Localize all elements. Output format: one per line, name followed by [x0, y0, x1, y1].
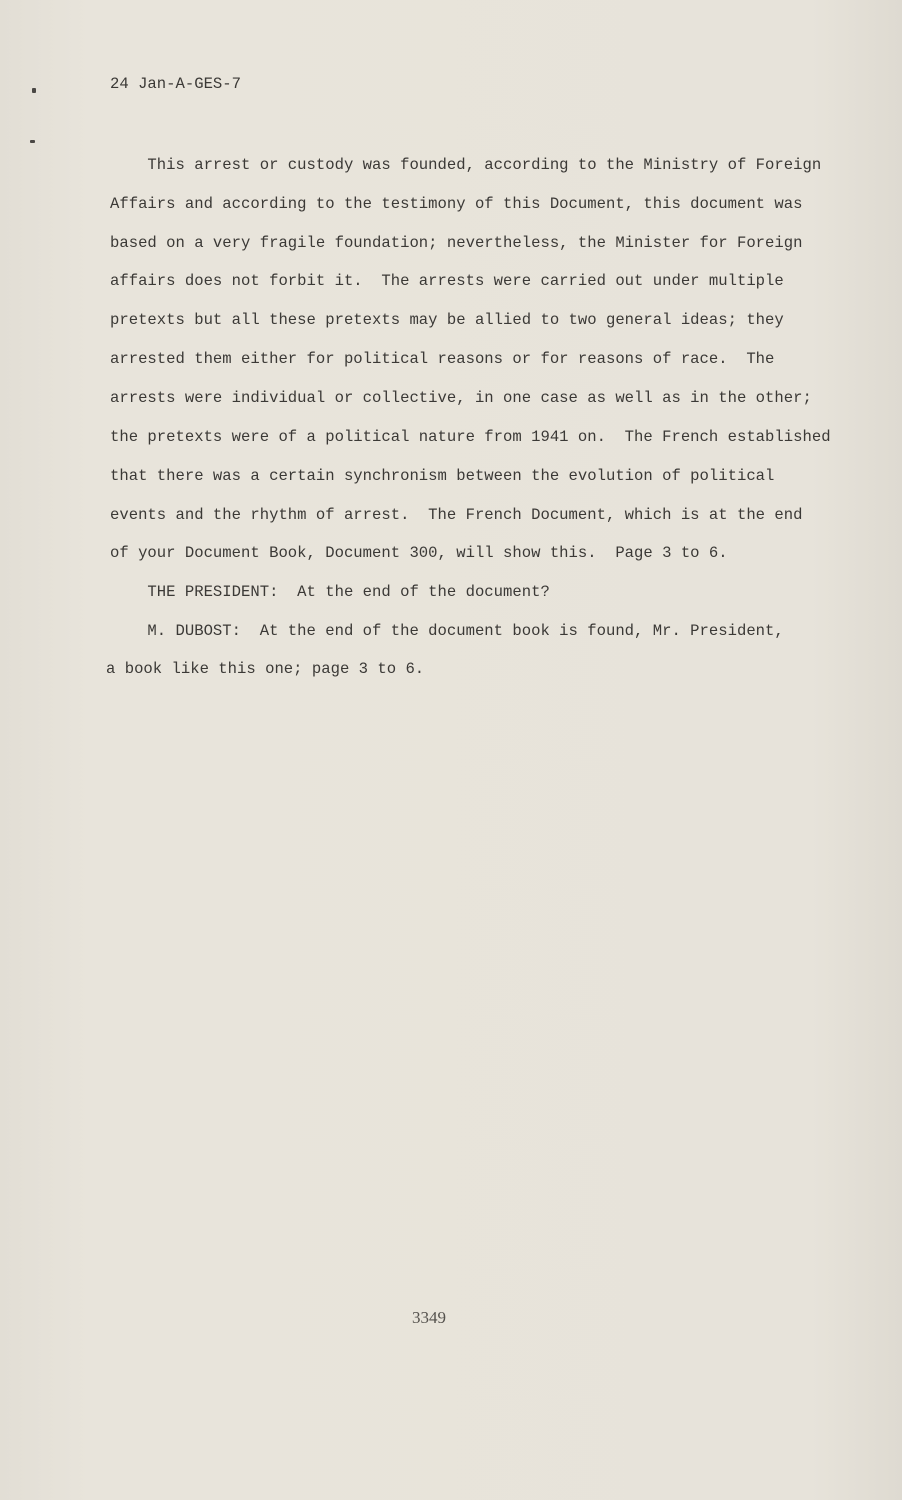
transcript-speaker-line: M. DUBOST: At the end of the document book is found, Mr. President,: [110, 622, 784, 640]
margin-mark: [30, 140, 35, 143]
body-text-line: of your Document Book, Document 300, will show this. Page 3 to 6.: [110, 544, 728, 562]
body-text-line: Affairs and according to the testimony of this Document, this document was: [110, 195, 803, 213]
body-text-line: events and the rhythm of arrest. The French Document, which is at the end: [110, 506, 803, 524]
margin-mark: [32, 88, 36, 93]
body-text-line: based on a very fragile foundation; nevertheless, the Minister for Foreign: [110, 234, 803, 252]
transcript-speaker-line: THE PRESIDENT: At the end of the document?: [110, 583, 550, 601]
body-text-line: arrested them either for political reasons or for reasons of race. The: [110, 350, 775, 368]
body-text-line: arrests were individual or collective, in one case as well as in the other;: [110, 389, 812, 407]
body-text-line: pretexts but all these pretexts may be allied to two general ideas; they: [110, 311, 784, 329]
page-number: 3349: [412, 1308, 446, 1327]
body-text-line: This arrest or custody was founded, according to the Ministry of Foreign: [110, 156, 822, 174]
body-text-line: the pretexts were of a political nature from 1941 on. The French established: [110, 428, 831, 446]
transcript-speaker-line: a book like this one; page 3 to 6.: [106, 660, 425, 678]
body-text-line: that there was a certain synchronism between the evolution of political: [110, 467, 775, 485]
body-text-line: affairs does not forbit it. The arrests were carried out under multiple: [110, 272, 784, 290]
document-header: 24 Jan-A-GES-7: [110, 75, 242, 93]
